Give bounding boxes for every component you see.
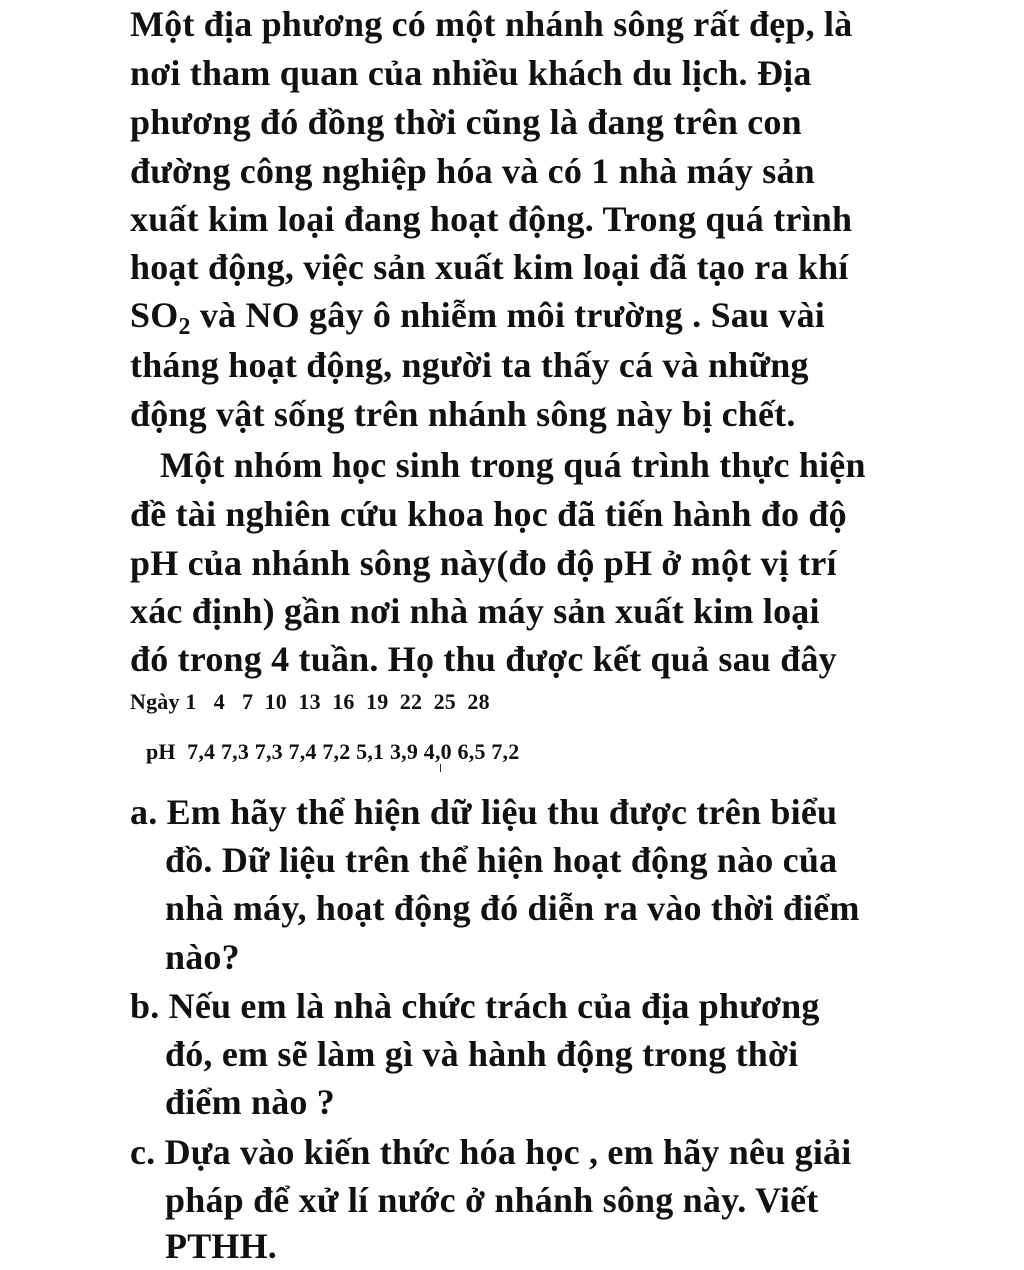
question-a-line1: a. Em hãy thể hiện dữ liệu thu được trên biểu <box>130 792 838 832</box>
question-a-line3: nhà máy, hoạt động đó diễn ra vào thời điểm <box>165 888 860 928</box>
question-c-line2: pháp để xử lí nước ở nhánh sông này. Viết <box>165 1180 819 1220</box>
day-row: Ngày 1 4 7 10 13 16 19 22 25 28 <box>130 689 490 714</box>
stray-mark <box>440 764 441 772</box>
paragraph1-line3: phương đó đồng thời cũng là đang trên con <box>130 102 802 142</box>
question-b-line1: b. Nếu em là nhà chức trách của địa phương <box>130 986 820 1026</box>
paragraph2-line2: đề tài nghiên cứu khoa học đã tiến hành đo độ <box>130 494 847 534</box>
question-c-line1: c. Dựa vào kiến thức hóa học , em hãy nêu giải <box>130 1132 852 1172</box>
paragraph1-line1: Một địa phương có một nhánh sông rất đẹp, là <box>130 4 853 44</box>
so2-formula: SO2 <box>130 295 191 340</box>
paragraph1-line4: đường công nghiệp hóa và có 1 nhà máy sản <box>130 151 815 191</box>
paragraph1-line5: xuất kim loại đang hoạt động. Trong quá trình <box>130 199 853 239</box>
paragraph1-line6: hoạt động, việc sản xuất kim loại đã tạo ra khí <box>130 247 849 287</box>
question-c-line3: PTHH. <box>165 1226 278 1266</box>
question-a-line4: nào? <box>165 937 240 977</box>
question-b-line2: đó, em sẽ làm gì và hành động trong thời <box>165 1034 799 1074</box>
paragraph2-line4: xác định) gần nơi nhà máy sản xuất kim loại <box>130 591 820 631</box>
question-a-line2: đồ. Dữ liệu trên thể hiện hoạt động nào của <box>165 840 838 880</box>
paragraph1-line2: nơi tham quan của nhiều khách du lịch. Địa <box>130 53 812 93</box>
paragraph2-line5: đó trong 4 tuần. Họ thu được kết quả sau đây <box>130 639 837 679</box>
ph-row: pH 7,4 7,3 7,3 7,4 7,2 5,1 3,9 4,0 6,5 7,2 <box>146 739 520 764</box>
paragraph2-line1: Một nhóm học sinh trong quá trình thực hiện <box>160 445 866 485</box>
paragraph2-line3: pH của nhánh sông này(đo độ pH ở một vị trí <box>130 543 837 583</box>
paragraph1-line7: SO2 và NO gây ô nhiễm môi trường . Sau vài <box>130 295 826 340</box>
paragraph1-line8: tháng hoạt động, người ta thấy cá và những <box>130 345 809 385</box>
question-b-line3: điểm nào ? <box>165 1082 336 1122</box>
paragraph1-line9: động vật sống trên nhánh sông này bị chết. <box>130 394 796 434</box>
